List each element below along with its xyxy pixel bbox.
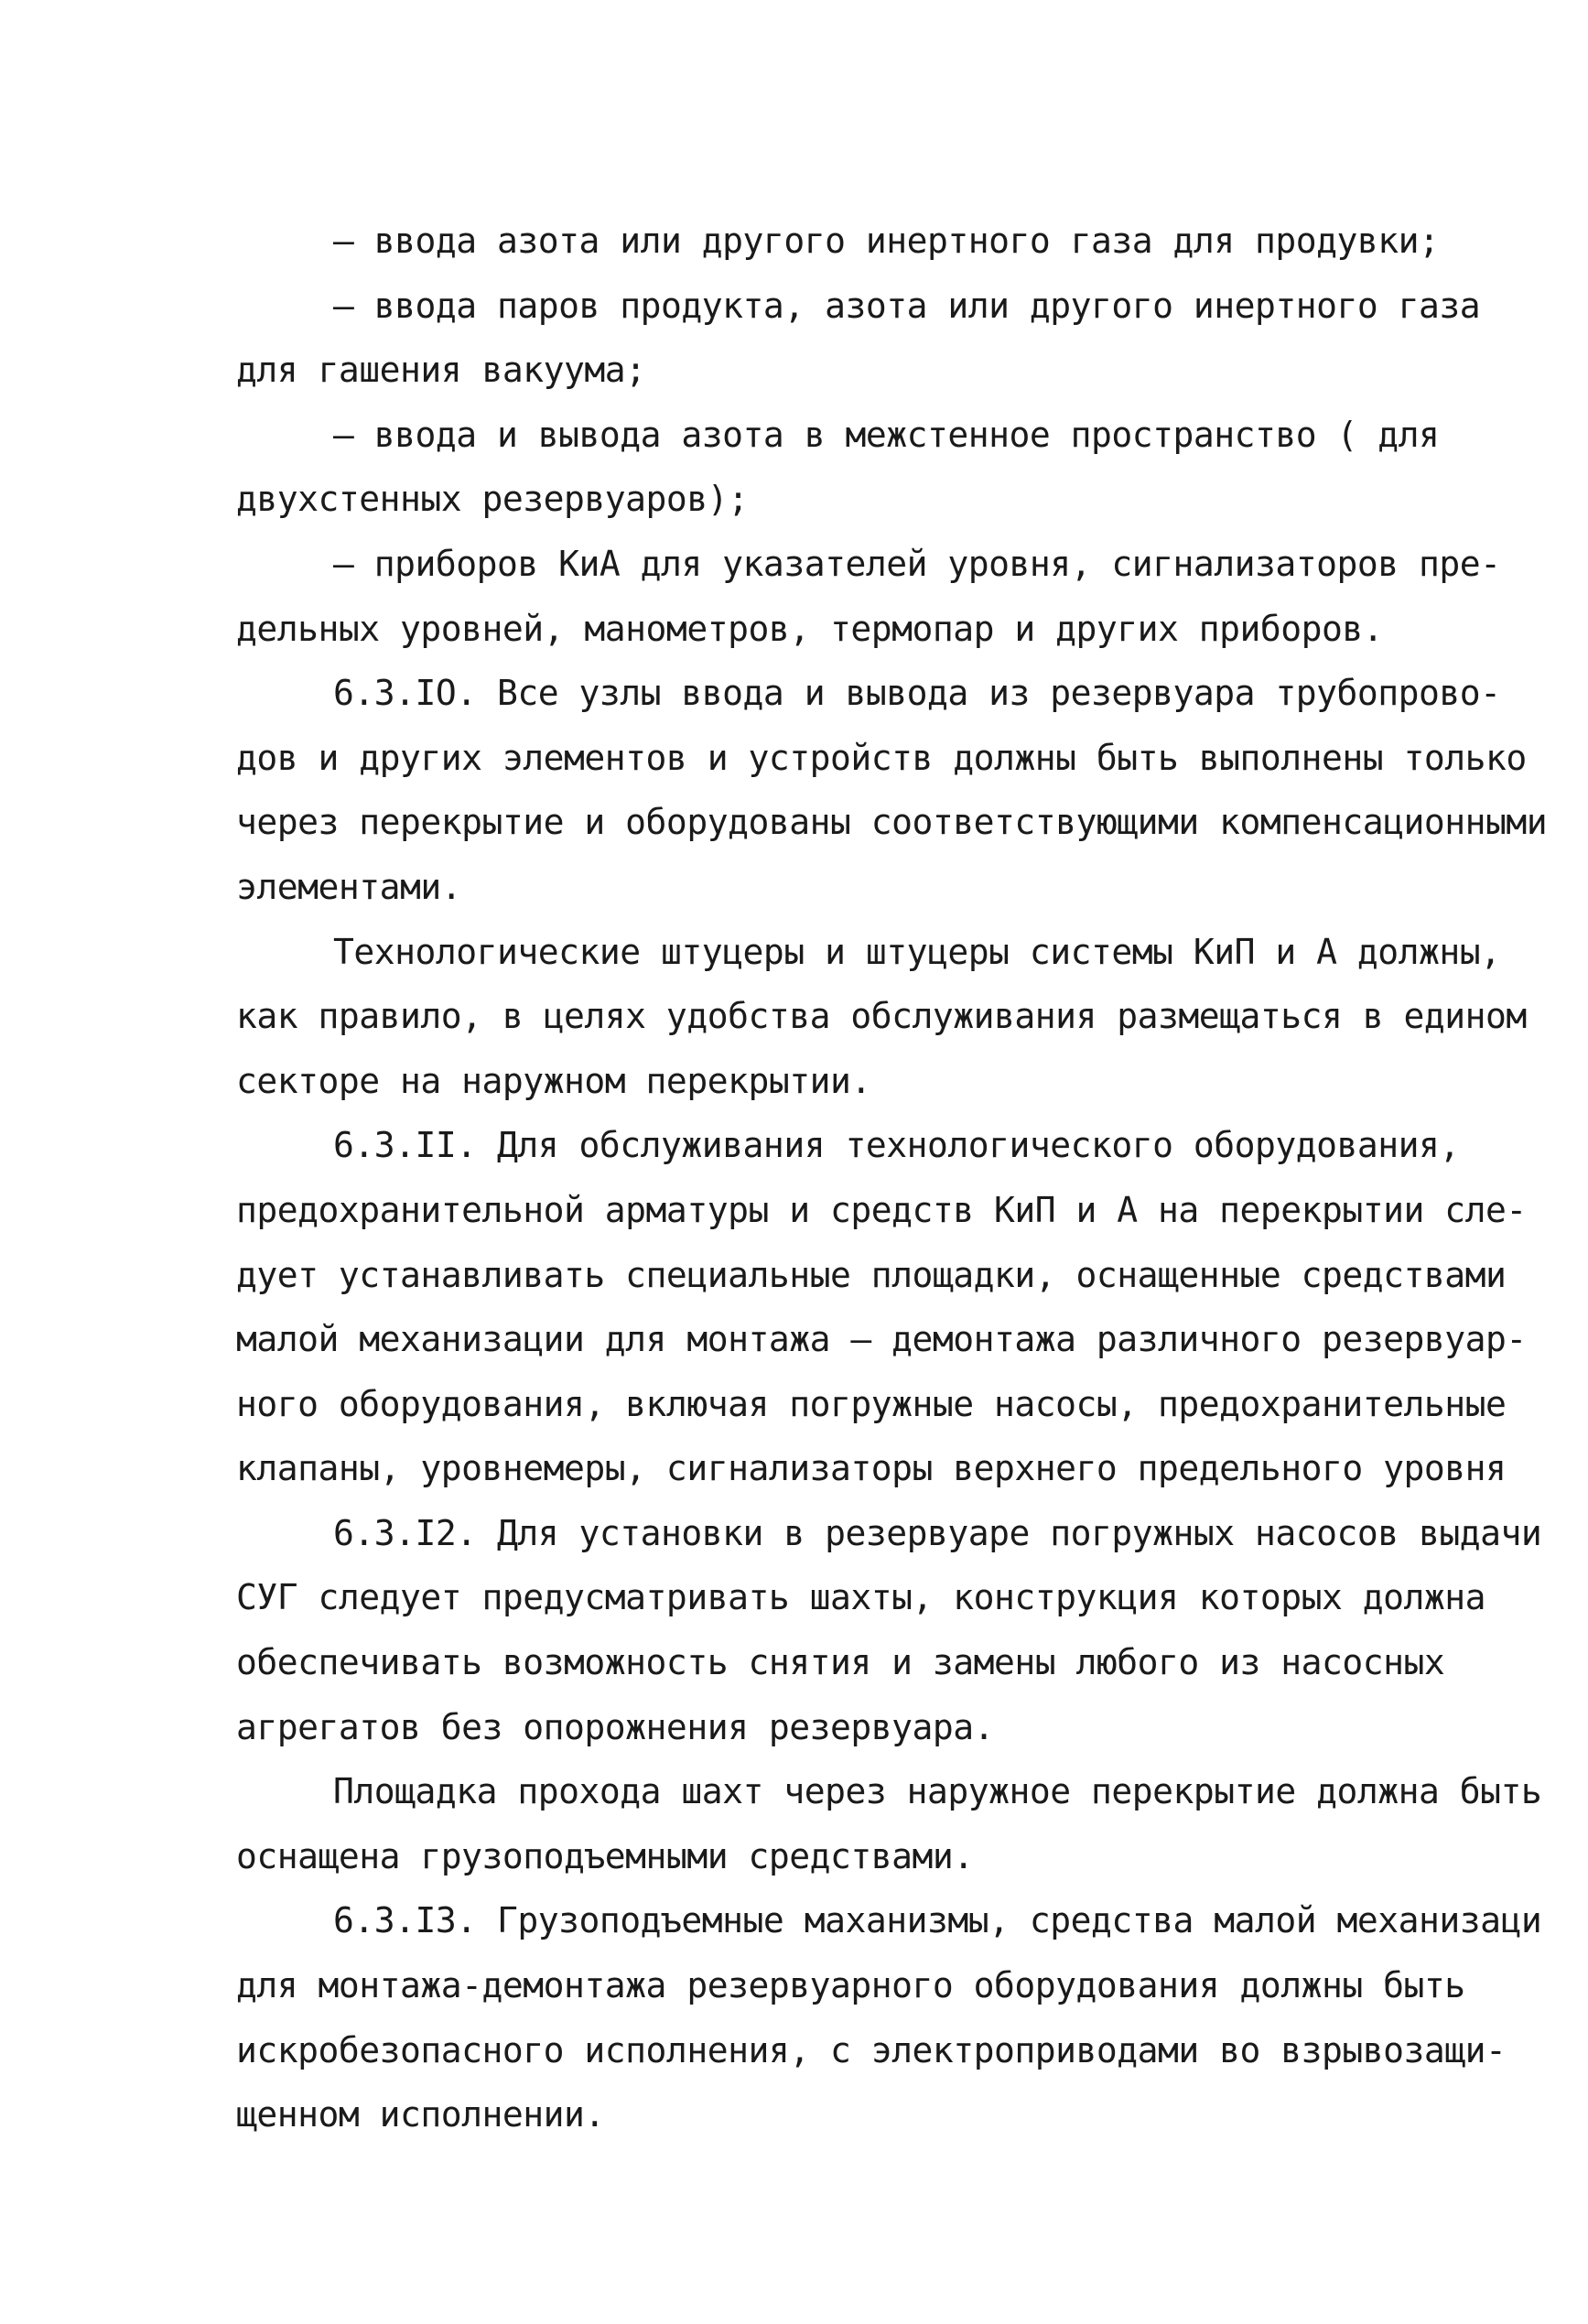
- document-page: [236, 209, 1548, 2147]
- text-line: щенном исполнении.: [236, 2094, 605, 2135]
- text-line: малой механизации для монтажа – демонтажа различного резервуар-: [236, 1319, 1527, 1360]
- text-line: оснащена грузоподъемными средствами.: [236, 1835, 974, 1876]
- text-line: – ввода азота или другого инертного газа для продувки;: [333, 221, 1440, 261]
- section-6-3-11-heading-line: 6.3.II. Для обслуживания технологического оборудования,: [333, 1125, 1460, 1166]
- section-6-3-13-heading-line: 6.3.I3. Грузоподъемные маханизмы, средства малой механизаци: [333, 1900, 1542, 1941]
- text-line: искробезопасного исполнения, с электроприводами во взрывозащи-: [236, 2029, 1507, 2070]
- text-line: элементами.: [236, 866, 462, 907]
- text-line: ного оборудования, включая погружные насосы, предохранительные: [236, 1383, 1507, 1424]
- text-line: дов и других элементов и устройств должны быть выполнены только: [236, 737, 1527, 778]
- text-line: дует устанавливать специальные площадки, оснащенные средствами: [236, 1254, 1507, 1295]
- text-line: агрегатов без опорожнения резервуара.: [236, 1706, 994, 1747]
- text-line: обеспечивать возможность снятия и замены любого из насосных: [236, 1642, 1445, 1683]
- text-line: для гашения вакуума;: [236, 350, 646, 391]
- text-line: для монтажа-демонтажа резервуарного оборудования должны быть: [236, 1965, 1465, 2006]
- text-line: как правило, в целях удобства обслуживания размещаться в едином: [236, 996, 1527, 1037]
- text-line: секторе на наружном перекрытии.: [236, 1060, 871, 1101]
- section-6-3-12-heading-line: 6.3.I2. Для установки в резервуаре погружных насосов выдачи: [333, 1512, 1542, 1553]
- text-line: – ввода паров продукта, азота или другого инертного газа: [333, 285, 1481, 326]
- text-line: Технологические штуцеры и штуцеры системы КиП и А должны,: [333, 931, 1501, 972]
- text-line: СУГ следует предусматривать шахты, конструкция которых должна: [236, 1577, 1486, 1618]
- text-line: – ввода и вывода азота в межстенное пространство ( для: [333, 414, 1440, 455]
- text-line: дельных уровней, манометров, термопар и других приборов.: [236, 608, 1384, 649]
- text-line: – приборов КиА для указателей уровня, сигнализаторов пре-: [333, 543, 1501, 584]
- text-line: через перекрытие и оборудованы соответствующими компенсационными: [236, 802, 1548, 843]
- text-line: клапаны, уровнемеры, сигнализаторы верхнего предельного уровня: [236, 1448, 1507, 1489]
- text-line: предохранительной арматуры и средств КиП и А на перекрытии сле-: [236, 1189, 1527, 1230]
- section-6-3-10-heading-line: 6.3.IO. Все узлы ввода и вывода из резервуара трубопрово-: [333, 673, 1501, 714]
- text-line: двухстенных резервуаров);: [236, 479, 749, 520]
- text-line: Площадка прохода шахт через наружное перекрытие должна быть: [333, 1771, 1542, 1812]
